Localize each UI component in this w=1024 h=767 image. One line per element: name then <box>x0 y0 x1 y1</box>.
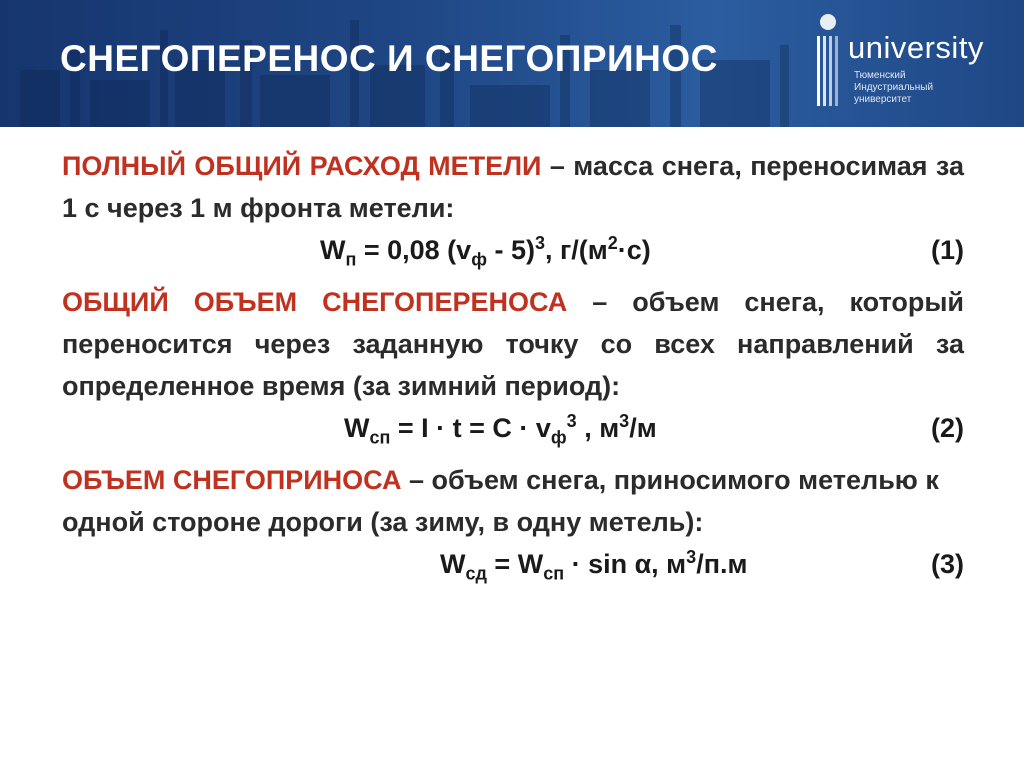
equation-number: (1) <box>931 235 964 265</box>
formula-symbol: W <box>320 235 346 265</box>
formula-symbol: W <box>344 413 370 443</box>
formula-units: , м <box>576 413 620 443</box>
formula-3 <box>62 543 964 589</box>
term: ОБЩИЙ ОБЪЕМ СНЕГОПЕРЕНОСА <box>62 287 568 317</box>
logo-wordmark: university <box>848 30 984 65</box>
logo-subtitle-line: Тюменский <box>854 70 906 81</box>
formula-expression <box>344 411 657 448</box>
formula-units: /п.м <box>696 549 748 579</box>
formula-subscript: сп <box>369 427 391 448</box>
university-logo <box>814 12 1004 116</box>
definition-total-blizzard-flow <box>62 145 964 229</box>
definition-text: – объем снега, который переносится через заданную точку со всех направлений за определенное время (за зимний период): <box>62 287 964 401</box>
formula-text: · sin α, м <box>564 549 687 579</box>
term: ПОЛНЫЙ ОБЩИЙ РАСХОД МЕТЕЛИ <box>62 151 542 181</box>
formula-text: - 5) <box>486 235 535 265</box>
formula-text: = W <box>486 549 544 579</box>
header-banner <box>0 0 1024 127</box>
equation-number: (3) <box>931 549 964 579</box>
formula-superscript: 3 <box>566 411 577 431</box>
formula-units: , г/(м <box>544 235 608 265</box>
logo-subtitle <box>854 70 933 106</box>
slide-content <box>62 145 964 589</box>
formula-expression <box>440 547 748 584</box>
equation-number: (2) <box>931 413 964 443</box>
definition-text: – объем снега, приносимого метелью к одной стороне дороги (за зиму, в одну метель): <box>62 465 939 537</box>
formula-superscript: 3 <box>686 547 697 567</box>
formula-text: = I · t = C · v <box>390 413 551 443</box>
formula-superscript: 3 <box>534 233 545 253</box>
term: ОБЪЕМ СНЕГОПРИНОСА <box>62 465 402 495</box>
formula-units: /м <box>629 413 657 443</box>
formula-subscript: сп <box>543 563 565 584</box>
formula-subscript: ф <box>471 249 487 270</box>
definition-total-snow-transport-volume <box>62 281 964 407</box>
formula-2 <box>62 407 964 453</box>
slide-title: СНЕГОПЕРЕНОС И СНЕГОПРИНОС <box>60 38 718 79</box>
definition-snow-drift-volume <box>62 459 964 543</box>
formula-text: = 0,08 (v <box>356 235 472 265</box>
formula-symbol: W <box>440 549 466 579</box>
logo-emblem-icon <box>814 12 842 112</box>
formula-expression <box>320 233 651 270</box>
formula-superscript: 2 <box>607 233 618 253</box>
formula-superscript: 3 <box>619 411 630 431</box>
formula-subscript: п <box>345 249 357 270</box>
definition-text: – масса снега, переносимая за 1 с через 1 м фронта метели: <box>62 151 965 223</box>
formula-subscript: ф <box>550 427 567 448</box>
logo-subtitle-line: Индустриальный <box>854 82 934 93</box>
formula-units: ·с) <box>617 235 651 265</box>
formula-subscript: сд <box>465 563 487 584</box>
logo-subtitle-line: университет <box>854 94 912 105</box>
formula-1 <box>62 229 964 275</box>
